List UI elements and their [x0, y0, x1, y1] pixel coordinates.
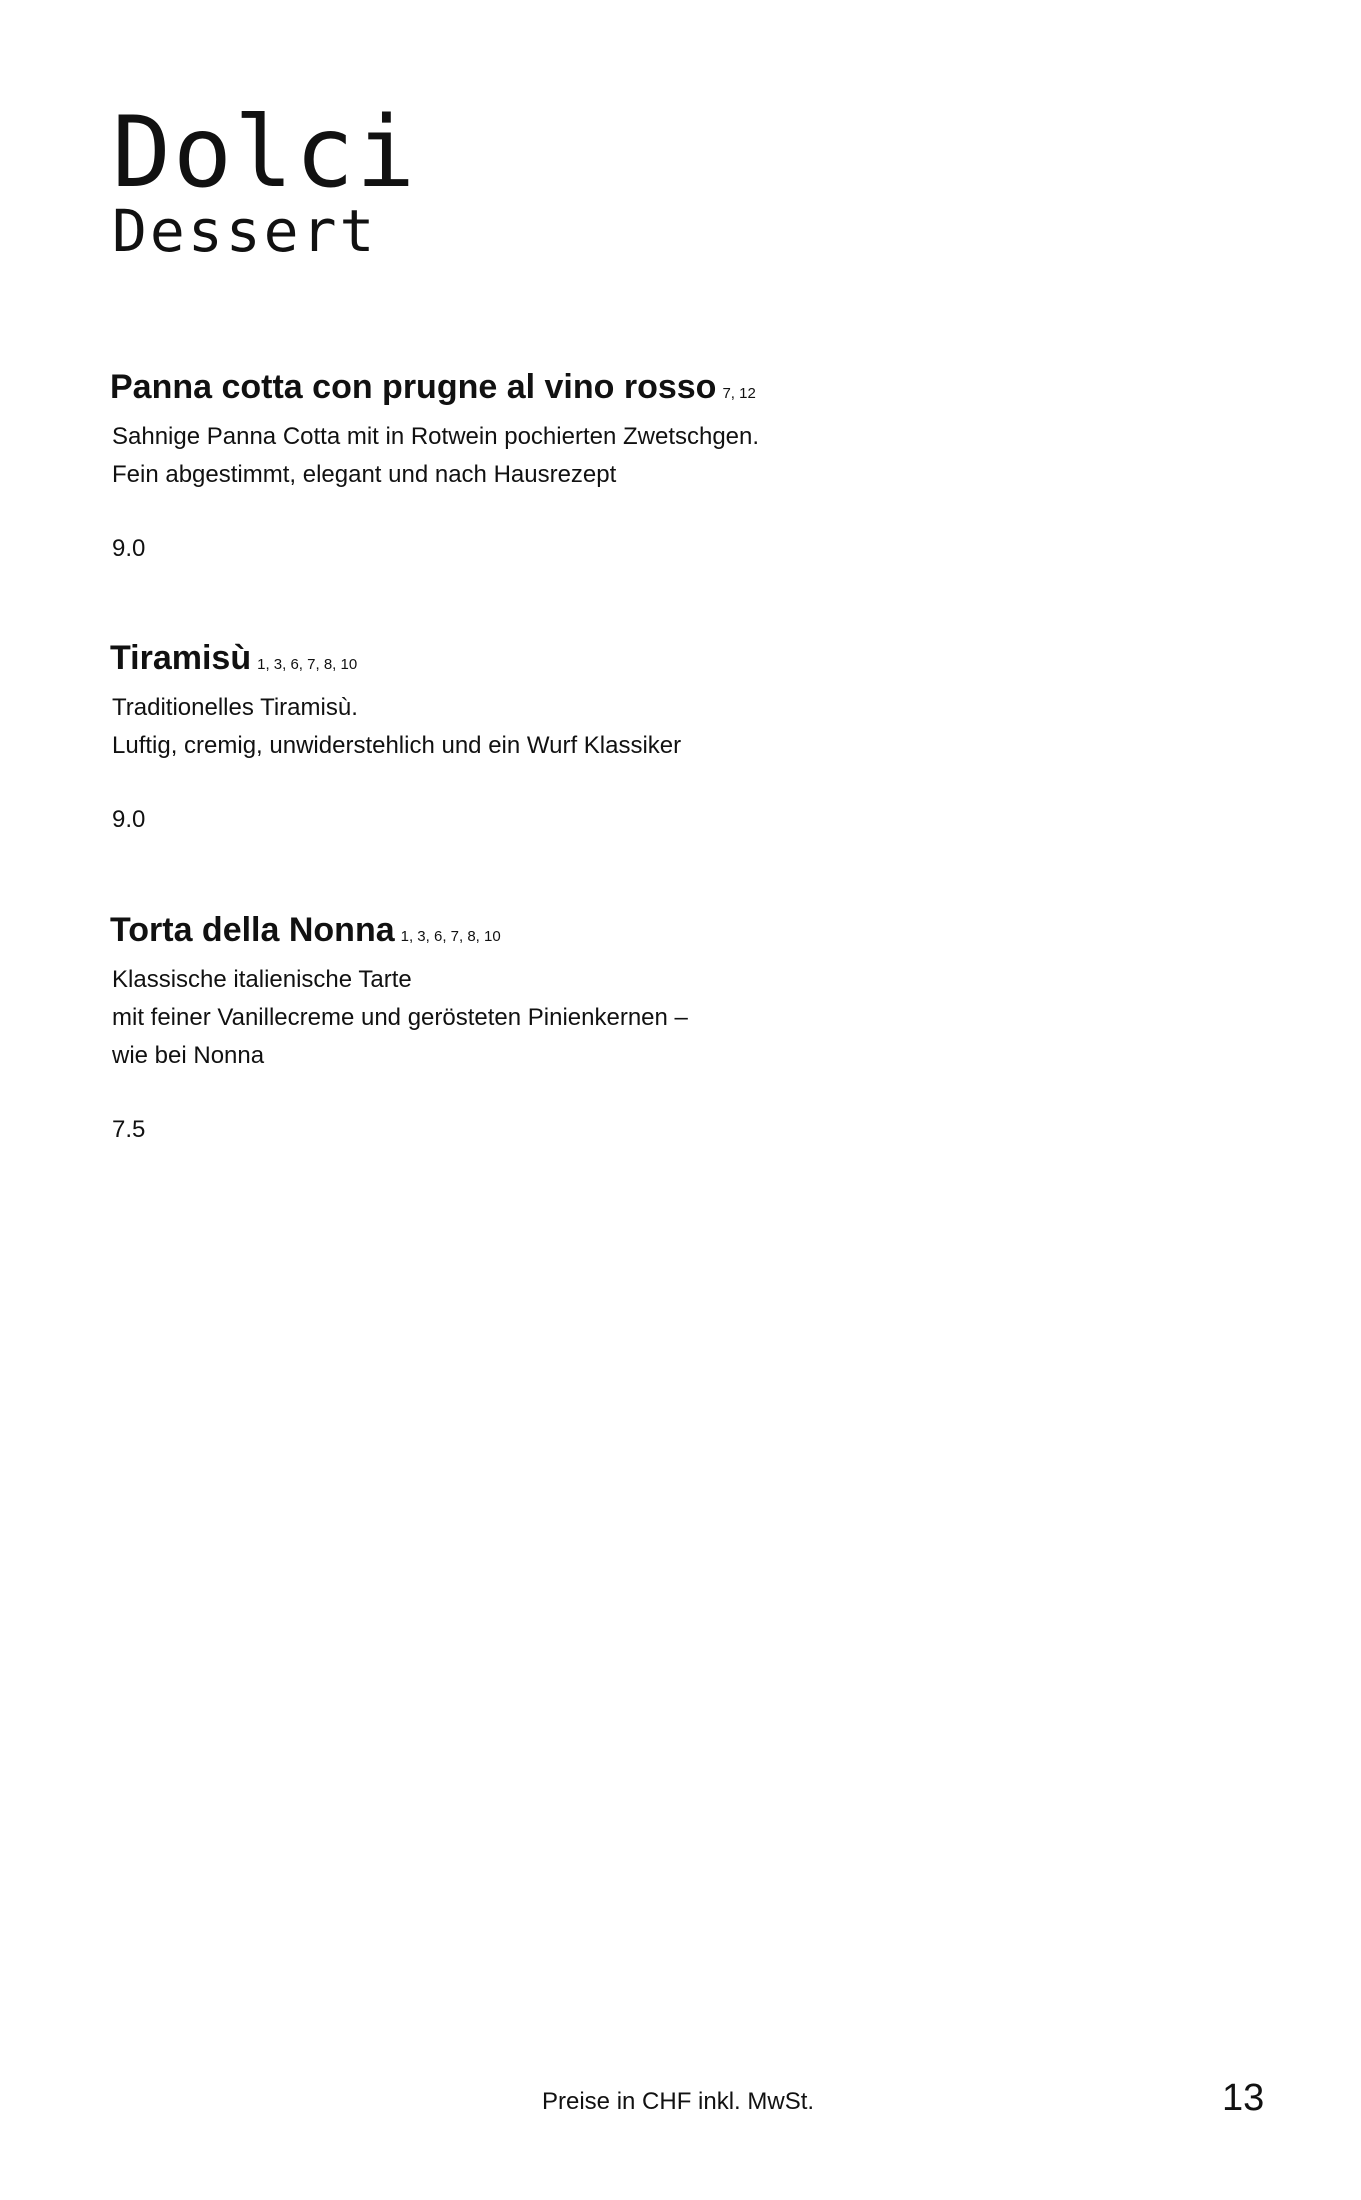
- item-description: [110, 418, 1010, 494]
- page-subtitle: Dessert: [112, 197, 378, 265]
- item-name: Torta della Nonna: [110, 911, 395, 949]
- item-description-line: Sahnige Panna Cotta mit in Rotwein pochierten Zwetschgen.: [112, 423, 760, 450]
- item-price: 9.0: [112, 535, 146, 562]
- item-price: 7.5: [112, 1116, 146, 1143]
- item-description-line: Luftig, cremig, unwiderstehlich und ein Wurf Klassiker: [112, 732, 682, 759]
- item-name-line: [110, 367, 1010, 414]
- item-name-line: [110, 638, 1010, 685]
- item-description: [110, 961, 1010, 1075]
- price-note: Preise in CHF inkl. MwSt.: [542, 2088, 815, 2115]
- item-price: 9.0: [112, 806, 146, 833]
- item-name: Tiramisù: [110, 639, 252, 677]
- item-name: Panna cotta con prugne al vino rosso: [110, 368, 717, 406]
- page-number: 13: [1222, 2077, 1265, 2119]
- item-description-line: mit feiner Vanillecreme und gerösteten Pinienkernen –: [112, 1004, 688, 1031]
- item-name-line: [110, 910, 1010, 957]
- item-description-line: Fein abgestimmt, elegant und nach Hausrezept: [112, 461, 617, 488]
- item-allergens: 1, 3, 6, 7, 8, 10: [257, 656, 358, 673]
- item-description-line: Klassische italienische Tarte: [112, 966, 412, 993]
- menu-item: [110, 910, 1010, 1145]
- item-description-line: Traditionelles Tiramisù.: [112, 694, 358, 721]
- title-block: [112, 96, 418, 265]
- page-title: Dolci: [112, 96, 418, 210]
- menu-item: [110, 638, 1010, 835]
- item-description: [110, 689, 1010, 765]
- item-allergens: 1, 3, 6, 7, 8, 10: [400, 928, 501, 945]
- item-allergens: 7, 12: [722, 385, 756, 402]
- item-description-line: wie bei Nonna: [112, 1042, 265, 1069]
- menu-item: [110, 367, 1010, 564]
